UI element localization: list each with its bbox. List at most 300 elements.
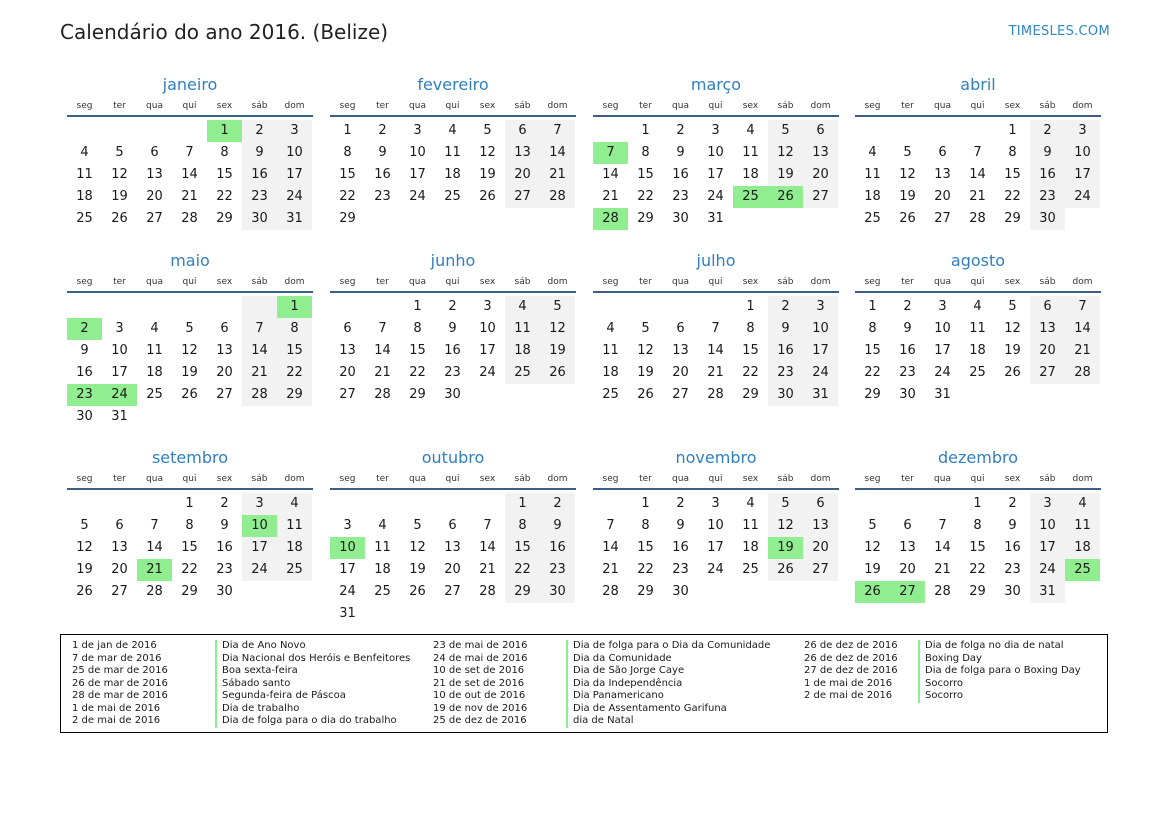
day-cell: 7 xyxy=(973,145,982,160)
day-cell: 23 xyxy=(672,189,689,204)
holiday-name: Boxing Day xyxy=(918,653,982,666)
day-cell: 7 xyxy=(185,145,194,160)
holiday-name: Dia Nacional dos Heróis e Benfeitores xyxy=(215,653,410,666)
day-cell: 21 xyxy=(969,189,986,204)
day-cell: 6 xyxy=(676,321,685,336)
day-cell: 23 xyxy=(768,362,803,384)
day-cell: 6 xyxy=(115,518,124,533)
day-cell: 20 xyxy=(444,562,461,577)
empty-day-cell xyxy=(855,120,890,142)
empty-day-cell xyxy=(505,603,540,625)
holiday-date: 2 de mai de 2016 xyxy=(804,690,893,701)
weekday-label: dom xyxy=(284,277,305,287)
day-cell: 4 xyxy=(150,321,159,336)
day-cell: 12 xyxy=(864,540,881,555)
day-cell: 10 xyxy=(707,518,724,533)
day-cell: 24 xyxy=(707,562,724,577)
month-name: outubro xyxy=(421,448,485,467)
holiday-date: 1 de mai de 2016 xyxy=(804,677,893,689)
day-cell: 21 xyxy=(374,365,391,380)
day-cell: 22 xyxy=(339,189,356,204)
day-cell: 20 xyxy=(803,164,838,186)
weekday-label: dom xyxy=(810,277,831,287)
empty-day-cell xyxy=(67,296,102,318)
day-cell: 5 xyxy=(413,518,422,533)
day-cell: 27 xyxy=(803,559,838,581)
day-cell: 8 xyxy=(277,318,312,340)
empty-day-cell xyxy=(137,296,172,318)
day-cell: 9 xyxy=(768,318,803,340)
day-cell: 27 xyxy=(444,584,461,599)
day-cell: 30 xyxy=(540,581,575,603)
weekday-header xyxy=(330,275,576,293)
weekday-label: qua xyxy=(409,277,426,287)
day-cell: 17 xyxy=(242,537,277,559)
empty-day-cell xyxy=(400,603,435,625)
weekday-label: sex xyxy=(1004,277,1021,287)
day-cell: 8 xyxy=(505,515,540,537)
day-cell: 6 xyxy=(1030,296,1065,318)
day-cell: 10 xyxy=(934,321,951,336)
empty-day-cell xyxy=(1065,581,1100,603)
weekday-label: seg xyxy=(602,277,619,287)
day-cell: 22 xyxy=(637,562,654,577)
weekday-label: ter xyxy=(113,101,126,111)
weekday-label: dom xyxy=(1072,101,1093,111)
empty-day-cell xyxy=(890,493,925,515)
day-cell: 11 xyxy=(742,145,759,160)
day-cell: 23 xyxy=(1004,562,1021,577)
weekday-label: seg xyxy=(339,277,356,287)
brand-link[interactable]: TIMESLES.COM xyxy=(1008,24,1110,39)
day-cell: 12 xyxy=(181,343,198,358)
day-cell: 14 xyxy=(934,540,951,555)
day-cell: 23 xyxy=(374,189,391,204)
day-cell: 22 xyxy=(216,189,233,204)
day-cell: 12 xyxy=(111,167,128,182)
day-cell: 20 xyxy=(1030,340,1065,362)
day-cell: 7 xyxy=(378,321,387,336)
day-cell: 16 xyxy=(1030,164,1065,186)
month-name: agosto xyxy=(950,251,1006,270)
empty-day-cell xyxy=(768,581,803,603)
empty-day-cell xyxy=(628,296,663,318)
empty-day-cell xyxy=(365,493,400,515)
day-cell: 14 xyxy=(707,343,724,358)
day-cell: 21 xyxy=(602,562,619,577)
day-cell: 13 xyxy=(339,343,356,358)
day-cell: 29 xyxy=(277,384,312,406)
day-cell: 29 xyxy=(181,584,198,599)
day-cell: 16 xyxy=(672,167,689,182)
weekday-label: qui xyxy=(445,474,460,484)
day-cell: 4 xyxy=(505,296,540,318)
day-cell: 10 xyxy=(1030,515,1065,537)
empty-day-cell xyxy=(277,406,312,428)
day-cell: 25 xyxy=(505,362,540,384)
weekday-label: sáb xyxy=(514,101,531,111)
day-cell: 18 xyxy=(1065,537,1100,559)
day-cell: 11 xyxy=(1065,515,1100,537)
day-cell: 9 xyxy=(676,145,685,160)
empty-day-cell xyxy=(172,406,207,428)
day-cell: 4 xyxy=(448,123,457,138)
month-dezembro xyxy=(855,446,1101,603)
month-name: junho xyxy=(430,251,476,270)
day-cell: 21 xyxy=(602,189,619,204)
day-cell: 6 xyxy=(803,120,838,142)
weekday-header xyxy=(330,472,576,490)
empty-day-cell xyxy=(330,296,365,318)
weekday-label: ter xyxy=(901,474,914,484)
day-cell: 26 xyxy=(1004,365,1021,380)
day-cell: 17 xyxy=(479,343,496,358)
empty-day-cell xyxy=(1065,384,1100,406)
weekday-header xyxy=(330,99,576,117)
day-cell: 18 xyxy=(505,340,540,362)
holiday-name: Segunda-feira de Páscoa xyxy=(215,690,346,703)
day-cell: 17 xyxy=(1065,164,1100,186)
day-cell: 8 xyxy=(746,321,755,336)
holiday-date: 26 de dez de 2016 xyxy=(804,640,898,651)
day-cell: 29 xyxy=(1004,211,1021,226)
day-cell: 25 xyxy=(864,211,881,226)
day-cell: 26 xyxy=(111,211,128,226)
day-cell: 11 xyxy=(864,167,881,182)
day-cell: 17 xyxy=(277,164,312,186)
empty-day-cell xyxy=(365,296,400,318)
day-cell: 25 xyxy=(76,211,93,226)
weekday-label: sex xyxy=(216,101,233,111)
day-cell: 5 xyxy=(80,518,89,533)
holiday-name: Boa sexta-feira xyxy=(215,665,298,678)
day-cell: 11 xyxy=(602,343,619,358)
empty-day-cell xyxy=(855,493,890,515)
weekday-label: qua xyxy=(934,474,951,484)
day-cell: 15 xyxy=(637,167,654,182)
empty-day-cell xyxy=(960,384,995,406)
day-cell: 25 xyxy=(742,562,759,577)
month-agosto xyxy=(855,249,1101,406)
holiday-name: Dia de São Jorge Caye xyxy=(566,665,684,678)
day-cell: 6 xyxy=(343,321,352,336)
holiday-name: Dia de folga para o dia do trabalho xyxy=(215,715,397,728)
day-cell: 4 xyxy=(746,496,755,511)
holiday-name: Dia de folga para o Boxing Day xyxy=(918,665,1081,678)
day-cell: 28 xyxy=(242,384,277,406)
day-cell: 31 xyxy=(277,208,312,230)
day-cell: 5 xyxy=(768,120,803,142)
day-cell: 10 xyxy=(409,145,426,160)
weekday-label: sáb xyxy=(777,101,794,111)
empty-day-cell xyxy=(102,120,137,142)
day-cell: 1 xyxy=(868,299,877,314)
empty-day-cell xyxy=(400,208,435,230)
day-cell: 12 xyxy=(540,318,575,340)
day-cell: 1 xyxy=(277,296,312,318)
day-cell: 11 xyxy=(374,540,391,555)
weekday-label: ter xyxy=(376,474,389,484)
empty-day-cell xyxy=(470,384,505,406)
day-cell: 7 xyxy=(483,518,492,533)
day-cell: 1 xyxy=(641,123,650,138)
weekday-label: qui xyxy=(445,277,460,287)
day-cell: 31 xyxy=(339,606,356,621)
day-cell: 15 xyxy=(969,540,986,555)
empty-day-cell xyxy=(435,208,470,230)
day-cell: 23 xyxy=(1030,186,1065,208)
day-cell: 29 xyxy=(409,387,426,402)
empty-day-cell xyxy=(137,406,172,428)
empty-day-cell xyxy=(277,581,312,603)
day-cell: 27 xyxy=(890,581,925,603)
day-cell: 1 xyxy=(641,496,650,511)
day-cell: 14 xyxy=(479,540,496,555)
holiday-date: 26 de dez de 2016 xyxy=(804,652,898,664)
day-cell: 1 xyxy=(343,123,352,138)
day-cell: 31 xyxy=(803,384,838,406)
day-cell: 16 xyxy=(444,343,461,358)
weekday-label: sex xyxy=(216,277,233,287)
day-cell: 18 xyxy=(742,540,759,555)
day-cell: 3 xyxy=(483,299,492,314)
weekday-label: seg xyxy=(76,277,93,287)
day-cell: 7 xyxy=(593,142,628,164)
holiday-date: 25 de dez de 2016 xyxy=(433,715,527,726)
day-cell: 21 xyxy=(479,562,496,577)
weekday-label: seg xyxy=(602,101,619,111)
page-title: Calendário do ano 2016. (Belize) xyxy=(60,20,389,44)
day-cell: 15 xyxy=(864,343,881,358)
day-cell: 19 xyxy=(637,365,654,380)
day-cell: 13 xyxy=(216,343,233,358)
weekday-label: seg xyxy=(864,277,881,287)
day-cell: 30 xyxy=(216,584,233,599)
day-cell: 7 xyxy=(150,518,159,533)
day-cell: 8 xyxy=(343,145,352,160)
day-cell: 25 xyxy=(146,387,163,402)
weekday-label: qua xyxy=(934,101,951,111)
weekday-label: ter xyxy=(639,474,652,484)
day-cell: 20 xyxy=(505,164,540,186)
day-cell: 8 xyxy=(641,145,650,160)
day-cell: 10 xyxy=(111,343,128,358)
weekday-label: seg xyxy=(339,474,356,484)
day-cell: 12 xyxy=(1004,321,1021,336)
day-cell: 25 xyxy=(969,365,986,380)
weekday-label: dom xyxy=(1072,277,1093,287)
day-cell: 4 xyxy=(378,518,387,533)
month-novembro xyxy=(593,446,839,603)
weekday-label: ter xyxy=(901,101,914,111)
day-cell: 11 xyxy=(277,515,312,537)
day-cell: 27 xyxy=(934,211,951,226)
day-cell: 30 xyxy=(242,208,277,230)
day-cell: 3 xyxy=(938,299,947,314)
day-cell: 26 xyxy=(540,362,575,384)
weekday-header xyxy=(855,472,1101,490)
day-cell: 3 xyxy=(803,296,838,318)
day-cell: 18 xyxy=(602,365,619,380)
day-cell: 19 xyxy=(479,167,496,182)
day-cell: 1 xyxy=(973,496,982,511)
day-cell: 25 xyxy=(733,186,768,208)
day-cell: 8 xyxy=(413,321,422,336)
empty-day-cell xyxy=(242,581,277,603)
weekday-label: dom xyxy=(547,474,568,484)
day-cell: 16 xyxy=(899,343,916,358)
day-cell: 13 xyxy=(505,142,540,164)
weekday-label: qua xyxy=(409,101,426,111)
day-cell: 14 xyxy=(602,540,619,555)
weekday-label: qui xyxy=(970,101,985,111)
day-cell: 29 xyxy=(969,584,986,599)
holiday-name: Dia de Assentamento Garifuna xyxy=(566,703,727,716)
day-cell: 22 xyxy=(505,559,540,581)
day-cell: 6 xyxy=(803,493,838,515)
holiday-date: 26 de mar de 2016 xyxy=(72,677,168,689)
day-cell: 26 xyxy=(181,387,198,402)
day-cell: 15 xyxy=(277,340,312,362)
day-cell: 3 xyxy=(343,518,352,533)
empty-day-cell xyxy=(803,208,838,230)
day-cell: 1 xyxy=(207,120,242,142)
empty-day-cell xyxy=(803,581,838,603)
day-cell: 23 xyxy=(444,365,461,380)
day-cell: 17 xyxy=(934,343,951,358)
day-cell: 3 xyxy=(711,123,720,138)
day-cell: 29 xyxy=(637,211,654,226)
day-cell: 16 xyxy=(374,167,391,182)
day-cell: 14 xyxy=(602,167,619,182)
holiday-date: 27 de dez de 2016 xyxy=(804,665,898,676)
weekday-header xyxy=(593,99,839,117)
day-cell: 3 xyxy=(413,123,422,138)
day-cell: 9 xyxy=(242,142,277,164)
day-cell: 3 xyxy=(115,321,124,336)
day-cell: 19 xyxy=(1004,343,1021,358)
day-cell: 26 xyxy=(768,559,803,581)
day-cell: 3 xyxy=(711,496,720,511)
day-cell: 15 xyxy=(409,343,426,358)
day-cell: 7 xyxy=(938,518,947,533)
empty-day-cell xyxy=(102,493,137,515)
day-cell: 18 xyxy=(444,167,461,182)
day-cell: 27 xyxy=(803,186,838,208)
empty-day-cell xyxy=(768,208,803,230)
day-cell: 2 xyxy=(676,123,685,138)
empty-day-cell xyxy=(435,603,470,625)
day-cell: 16 xyxy=(242,164,277,186)
weekday-label: sáb xyxy=(777,277,794,287)
day-cell: 30 xyxy=(899,387,916,402)
holiday-date: 19 de nov de 2016 xyxy=(433,702,528,714)
day-cell: 11 xyxy=(444,145,461,160)
day-cell: 29 xyxy=(864,387,881,402)
day-cell: 16 xyxy=(540,537,575,559)
day-cell: 7 xyxy=(242,318,277,340)
day-cell: 5 xyxy=(540,296,575,318)
day-cell: 4 xyxy=(277,493,312,515)
day-cell: 2 xyxy=(768,296,803,318)
day-cell: 29 xyxy=(637,584,654,599)
day-cell: 2 xyxy=(1030,120,1065,142)
day-cell: 15 xyxy=(181,540,198,555)
day-cell: 2 xyxy=(1008,496,1017,511)
empty-day-cell xyxy=(593,296,628,318)
weekday-label: sex xyxy=(742,101,759,111)
day-cell: 30 xyxy=(76,409,93,424)
day-cell: 5 xyxy=(768,493,803,515)
day-cell: 15 xyxy=(742,343,759,358)
day-cell: 23 xyxy=(540,559,575,581)
holiday-date: 28 de mar de 2016 xyxy=(72,690,168,701)
day-cell: 9 xyxy=(80,343,89,358)
day-cell: 22 xyxy=(409,365,426,380)
day-cell: 2 xyxy=(540,493,575,515)
day-cell: 13 xyxy=(444,540,461,555)
day-cell: 4 xyxy=(606,321,615,336)
empty-day-cell xyxy=(435,493,470,515)
weekday-label: qua xyxy=(672,101,689,111)
day-cell: 16 xyxy=(768,340,803,362)
holiday-name: Dia de folga para o Dia da Comunidade xyxy=(566,640,770,653)
day-cell: 3 xyxy=(242,493,277,515)
day-cell: 26 xyxy=(409,584,426,599)
day-cell: 7 xyxy=(1065,296,1100,318)
month-name: setembro xyxy=(151,448,229,467)
day-cell: 21 xyxy=(1065,340,1100,362)
day-cell: 16 xyxy=(1004,540,1021,555)
day-cell: 26 xyxy=(899,211,916,226)
day-grid xyxy=(67,120,313,230)
weekday-label: sex xyxy=(479,101,496,111)
weekday-label: qua xyxy=(672,474,689,484)
day-cell: 12 xyxy=(637,343,654,358)
day-cell: 22 xyxy=(742,365,759,380)
month-junho xyxy=(330,249,576,406)
day-cell: 16 xyxy=(672,540,689,555)
day-cell: 17 xyxy=(803,340,838,362)
day-cell: 13 xyxy=(803,515,838,537)
day-cell: 13 xyxy=(111,540,128,555)
empty-day-cell xyxy=(242,296,277,318)
weekday-label: sex xyxy=(742,474,759,484)
day-cell: 5 xyxy=(903,145,912,160)
day-cell: 5 xyxy=(115,145,124,160)
day-cell: 8 xyxy=(220,145,229,160)
day-cell: 10 xyxy=(330,537,365,559)
weekday-label: qua xyxy=(146,277,163,287)
day-cell: 19 xyxy=(76,562,93,577)
weekday-label: sex xyxy=(479,474,496,484)
weekday-label: seg xyxy=(76,101,93,111)
weekday-label: sex xyxy=(216,474,233,484)
day-cell: 24 xyxy=(1065,186,1100,208)
day-cell: 17 xyxy=(409,167,426,182)
day-cell: 18 xyxy=(76,189,93,204)
day-cell: 28 xyxy=(1065,362,1100,384)
holiday-name: dia de Natal xyxy=(566,715,634,728)
day-cell: 30 xyxy=(672,584,689,599)
day-cell: 30 xyxy=(444,387,461,402)
weekday-label: dom xyxy=(1072,474,1093,484)
day-cell: 18 xyxy=(374,562,391,577)
day-cell: 4 xyxy=(80,145,89,160)
day-cell: 15 xyxy=(216,167,233,182)
empty-day-cell xyxy=(172,296,207,318)
empty-day-cell xyxy=(400,493,435,515)
